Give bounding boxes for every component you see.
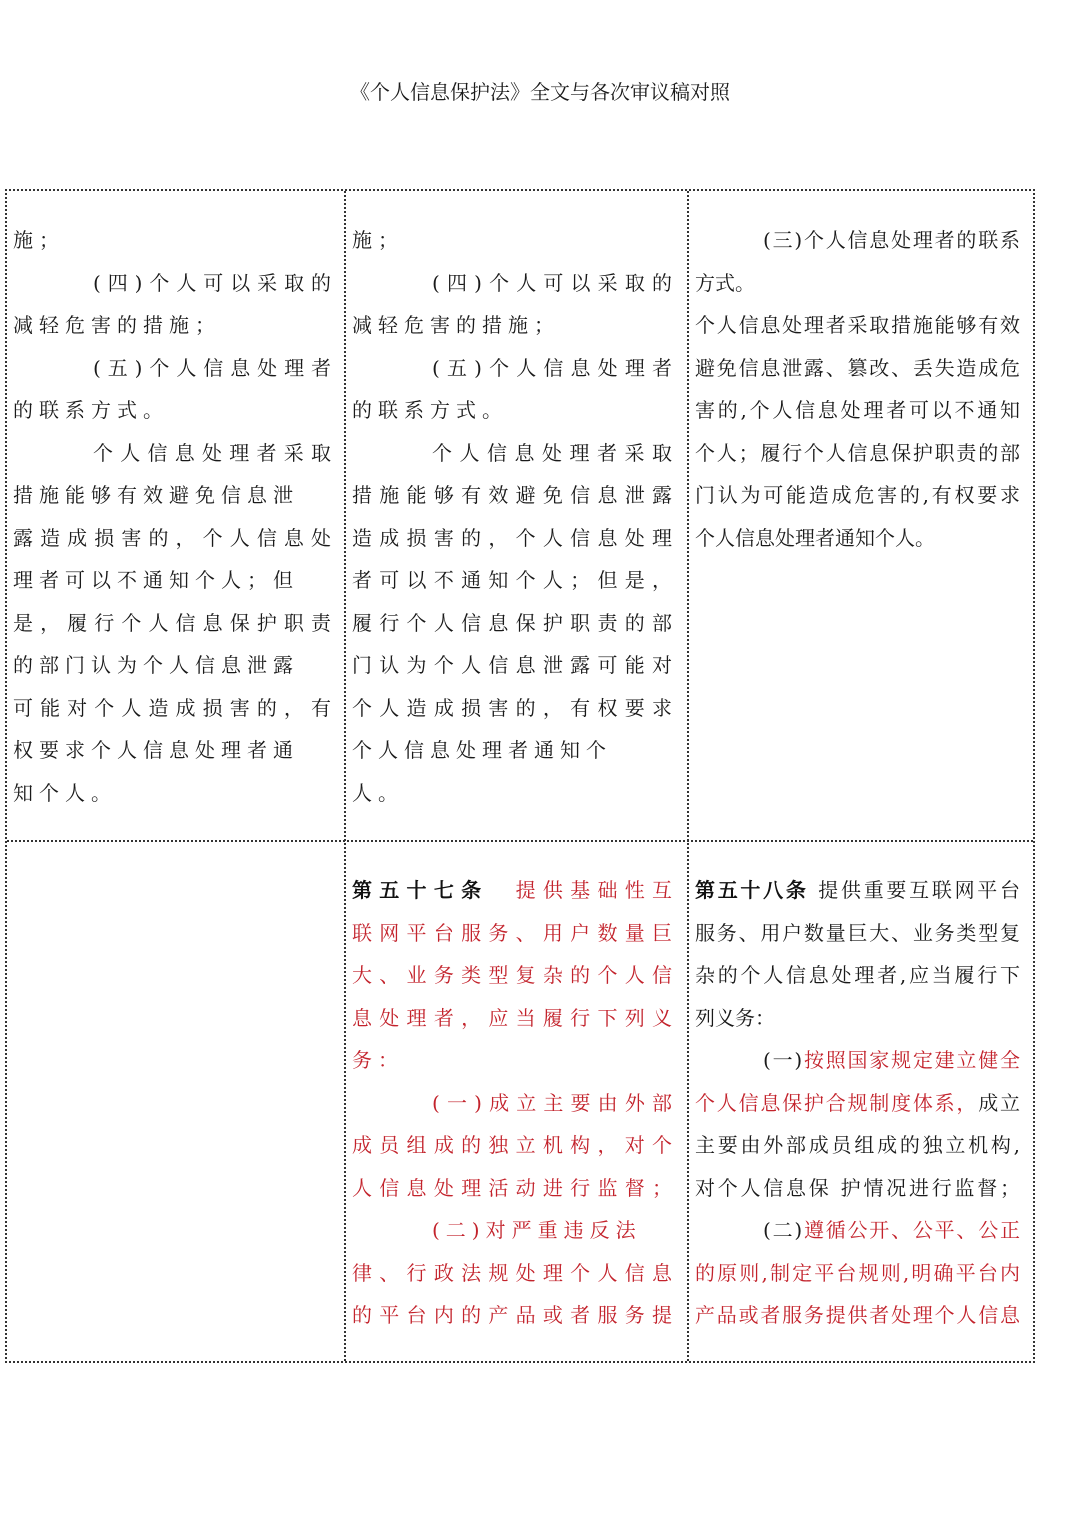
text-segment: (四)个人可以采取的 — [93, 270, 331, 295]
text-line — [695, 1300, 1020, 1330]
text-line — [13, 693, 331, 723]
text-line — [352, 438, 672, 468]
text-segment: 个人；履行个人信息保护职责的部 — [695, 440, 1020, 465]
text-line — [13, 735, 331, 765]
text-segment: 列义务： — [695, 1005, 775, 1030]
text-segment: 门认为个人信息泄露可能对 — [352, 653, 672, 677]
revised-text: 联网平台服务、用户数量巨 — [352, 920, 672, 945]
text-line — [352, 1173, 672, 1203]
text-line — [695, 1088, 1020, 1118]
text-segment: 提供重要互联网平台 — [818, 878, 1020, 902]
text-segment: 人。 — [352, 780, 404, 805]
text-line — [695, 1003, 1020, 1033]
text-segment: 施； — [352, 228, 404, 252]
text-segment: 个人造成损害的，有权要求 — [352, 695, 672, 720]
text-line — [352, 693, 672, 723]
revised-text: 务： — [352, 1048, 404, 1072]
text-line — [352, 1130, 672, 1160]
revised-text: 按照国家规定建立健全 — [802, 1048, 1020, 1072]
text-segment: 个人信息处理者采取 — [93, 440, 331, 465]
text-line — [352, 1215, 672, 1245]
text-line — [695, 395, 1020, 425]
revised-text: (一)成立主要由外部 — [432, 1090, 672, 1115]
revised-text: 遵循公开、公平、公正 — [802, 1218, 1020, 1242]
text-line — [352, 523, 672, 553]
text-segment: (五)个人信息处理者 — [432, 355, 672, 380]
text-line — [13, 650, 331, 680]
text-line — [352, 480, 672, 510]
text-segment: 杂的个人信息处理者,应当履行下 — [695, 963, 1020, 987]
text-line — [695, 523, 1020, 553]
document-title: 《个人信息保护法》全文与各次审议稿对照 — [350, 80, 730, 104]
text-line — [352, 565, 672, 595]
text-segment: (一) — [763, 1048, 803, 1072]
text-segment: 成立 — [978, 1090, 1021, 1115]
text-line — [352, 268, 672, 298]
text-segment: 的联系方式。 — [352, 398, 508, 422]
text-segment: 门认为可能造成危害的,有权要求 — [695, 483, 1020, 507]
text-segment: 个人信息处理者通知个 — [352, 738, 612, 762]
text-line — [13, 395, 331, 425]
revised-text: 的原则,制定平台规则,明确平台内 — [695, 1260, 1020, 1285]
text-segment: 权要求个人信息处理者通 — [13, 738, 299, 762]
text-line — [695, 875, 1020, 905]
text-line — [695, 268, 1020, 298]
revised-text: 息处理者，应当履行下列义 — [352, 1005, 672, 1030]
text-line — [13, 225, 331, 255]
text-segment: 个人信息处理者采取 — [432, 440, 672, 465]
row-divider — [7, 840, 1033, 842]
text-segment: 害的,个人信息处理者可以不通知 — [695, 398, 1020, 422]
text-segment: 个人信息处理者通知个人。 — [695, 525, 935, 550]
text-line — [352, 960, 672, 990]
text-segment: 服务、用户数量巨大、业务类型复 — [695, 920, 1020, 945]
text-line — [13, 268, 331, 298]
article-heading: 第五十七条 — [352, 878, 516, 902]
text-line — [352, 395, 672, 425]
text-segment: 知个人。 — [13, 780, 117, 805]
text-segment: 个人信息处理者采取措施能够有效 — [695, 313, 1020, 337]
text-segment: 措施能够有效避免信息泄露 — [352, 483, 672, 507]
text-line — [695, 1173, 1020, 1203]
text-segment: 减轻危害的措施； — [13, 313, 221, 337]
text-line — [352, 1258, 672, 1288]
text-line — [352, 1045, 672, 1075]
text-line — [695, 310, 1020, 340]
revised-text: 个人信息保护合规制度体系， — [695, 1090, 979, 1115]
text-segment: 露造成损害的，个人信息处 — [13, 525, 331, 550]
text-segment: 对个人信息保 护情况进行监督； — [695, 1175, 1020, 1200]
text-line — [695, 438, 1020, 468]
text-line — [695, 1045, 1020, 1075]
text-line — [13, 438, 331, 468]
text-line — [13, 310, 331, 340]
text-line — [13, 480, 331, 510]
text-line — [352, 225, 672, 255]
text-line — [352, 778, 672, 808]
text-segment: 的部门认为个人信息泄露 — [13, 653, 299, 677]
text-segment: 是，履行个人信息保护职责 — [13, 610, 331, 635]
text-line — [695, 480, 1020, 510]
text-segment: 减轻危害的措施； — [352, 313, 560, 337]
text-line — [695, 918, 1020, 948]
article-heading: 第五十八条 — [695, 878, 819, 902]
text-line — [695, 353, 1020, 383]
text-line — [13, 353, 331, 383]
text-segment: 措施能够有效避免信息泄 — [13, 483, 299, 507]
text-segment: (三)个人信息处理者的联系 — [763, 228, 1020, 252]
text-line — [695, 1215, 1020, 1245]
revised-text: 的平台内的产品或者服务提 — [352, 1303, 672, 1327]
text-line — [13, 608, 331, 638]
text-line — [352, 1088, 672, 1118]
revised-text: 产品或者服务提供者处理个人信息 — [695, 1303, 1020, 1327]
text-segment: (四)个人可以采取的 — [432, 270, 672, 295]
text-line — [695, 1130, 1020, 1160]
text-segment: 主要由外部成员组成的独立机构, — [695, 1133, 1020, 1157]
text-line — [352, 918, 672, 948]
text-line — [352, 650, 672, 680]
revised-text: (二)对严重违反法 — [432, 1218, 642, 1242]
column-divider — [687, 191, 689, 1361]
text-line — [695, 960, 1020, 990]
text-line — [352, 735, 672, 765]
text-segment: 理者可以不通知个人；但 — [13, 568, 299, 592]
text-line — [695, 1258, 1020, 1288]
text-line — [352, 875, 672, 905]
revised-text: 律、行政法规处理个人信息 — [352, 1260, 672, 1285]
text-line — [352, 1300, 672, 1330]
text-line — [352, 1003, 672, 1033]
text-line — [352, 608, 672, 638]
text-line — [695, 225, 1020, 255]
text-line — [13, 565, 331, 595]
text-line — [352, 353, 672, 383]
revised-text: 人信息处理活动进行监督； — [352, 1175, 672, 1200]
column-divider — [344, 191, 346, 1361]
text-segment: (五)个人信息处理者 — [93, 355, 331, 380]
text-segment: 可能对个人造成损害的，有 — [13, 695, 331, 720]
text-segment: 履行个人信息保护职责的部 — [352, 610, 672, 635]
text-line — [13, 778, 331, 808]
text-line — [13, 523, 331, 553]
text-segment: 者可以不通知个人；但是， — [352, 568, 672, 592]
revised-text: 大、业务类型复杂的个人信 — [352, 963, 672, 987]
revised-text: 成员组成的独立机构，对个 — [352, 1133, 672, 1157]
text-segment: 的联系方式。 — [13, 398, 169, 422]
text-segment: 施； — [13, 228, 65, 252]
text-segment: 造成损害的，个人信息处理 — [352, 525, 672, 550]
text-segment: 方式。 — [695, 270, 755, 295]
text-segment: 避免信息泄露、篡改、丢失造成危 — [695, 355, 1020, 380]
revised-text: 提供基础性互 — [515, 878, 673, 902]
text-segment: (二) — [763, 1218, 803, 1242]
text-line — [352, 310, 672, 340]
